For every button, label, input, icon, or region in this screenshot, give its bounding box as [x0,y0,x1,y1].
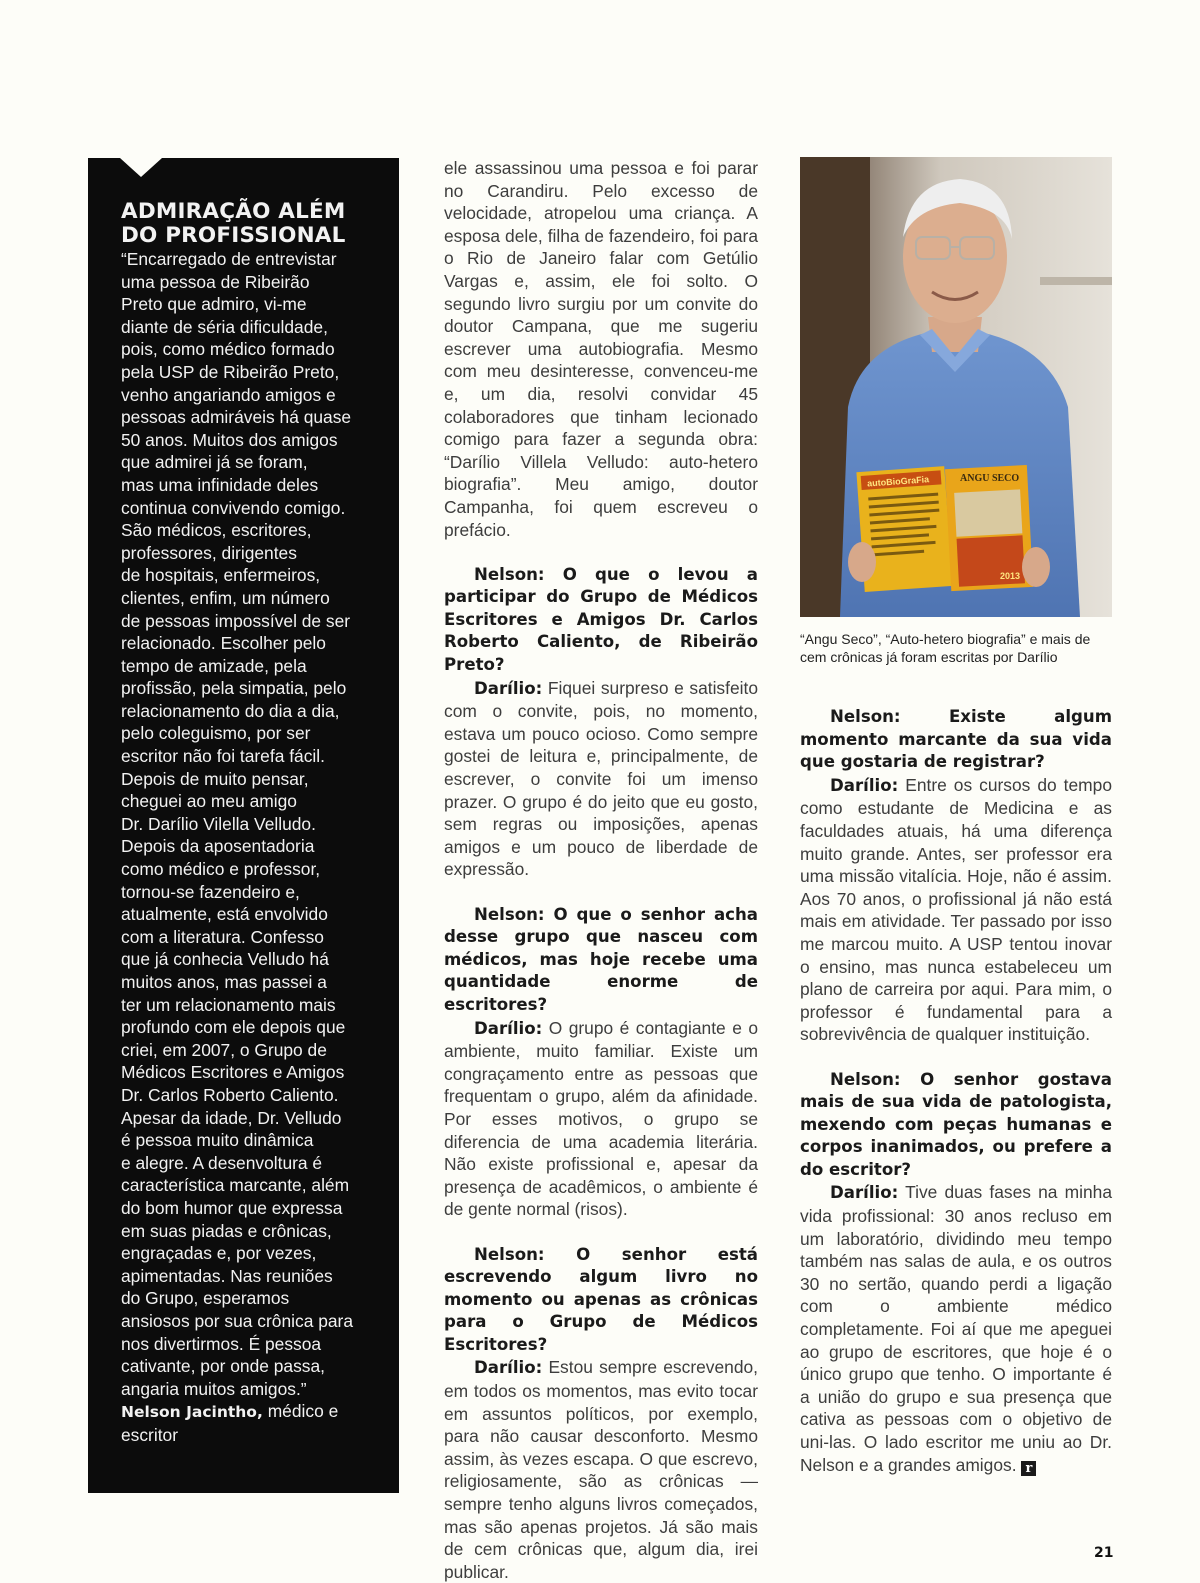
sidebar-title-line2: DO PROFISSIONAL [121,223,346,248]
sidebar-line: com a literatura. Confesso [121,926,324,947]
answer-5 [800,1181,1112,1476]
sidebar-line: relacionamento do dia a dia, [121,700,340,721]
article-column-middle [444,157,758,1583]
sidebar-line: clientes, enfim, um número [121,587,330,608]
sidebar-text [121,248,375,1400]
photo-caption: “Angu Seco”, “Auto-hetero biografia” e mais de cem crônicas já foram escritas por Darílio [800,631,1091,665]
answer-text: Entre os cursos do tempo como estudante de Medicina e as faculdades atuais, há uma diferença muito grande. Antes, ser professor era uma missão vitalícia. Hoje, não é assim. Aos 70 anos, o profissional já não está mais em atividade. Ter passado por isso me marcou muito. A USP tentou inovar o ensino, mas nunca estabeleceu um plano de carreira por aqui. Para mim, o professor é fundamental para a sobrevivência de qualquer instituição. [800,774,1112,1045]
sidebar-line: uma pessoa de Ribeirão [121,271,310,292]
paragraph-intro: ele assassinou uma pessoa e foi parar no Carandiru. Pelo excesso de velocidade, atropelou uma criança. A esposa dele, filha de fazendeiro, foi para o Rio de Janeiro falar com Getúlio Vargas e, assim, ele foi solto. O segundo livro surgiu por um convite do doutor Campana, que me sugeriu escrever uma autobiografia. Mesmo com meu desinteresse, convenceu-me e, um dia, resolvi convidar 45 colaboradores que tinham lecionado comigo para fazer a segunda obra: “Darílio Villela Velludo: auto-hetero biografia”. Meu amigo, doutor Campanha, foi quem escreveu o prefácio. [444,158,758,540]
sidebar-line: tornou-se fazendeiro e, [121,881,300,902]
page-number: 21 [1094,1545,1114,1561]
sidebar-line: Apesar da idade, Dr. Velludo [121,1107,342,1128]
sidebar-line: que admirei já se foram, [121,452,308,473]
answer-3 [444,1356,758,1583]
sidebar-line: engraçadas e, por vezes, [121,1243,317,1264]
sidebar-title [121,200,375,248]
sidebar-line: característica marcante, além [121,1175,350,1196]
sidebar-line: Dr. Darílio Vilella Velludo. [121,813,316,834]
answer-4 [800,774,1112,1046]
sidebar-line: criei, em 2007, o Grupo de [121,1039,327,1060]
sidebar-line: mas uma infinidade deles [121,474,319,495]
sidebar-line: apimentadas. Nas reuniões [121,1265,333,1286]
sidebar-line: 50 anos. Muitos dos amigos [121,429,338,450]
sidebar-line: ter um relacionamento mais [121,994,336,1015]
answer-text: O grupo é contagiante e o ambiente, muito familiar. Existe um congraçamento entre as pessoas que frequentam o grupo, além da afinidade. Por esses motivos, o grupo se diferencia de uma academia literária. Não existe profissional e, apesar da presença de acadêmicos, o ambiente é de gente normal (risos). [444,1017,758,1220]
answer-1 [444,677,758,881]
question-4: Nelson: Existe algum momento marcante da sua vida que gostaria de registrar? [800,707,1112,772]
portrait-illustration [800,157,1112,617]
answer-speaker: Darílio: [830,1183,899,1203]
sidebar-line: venho angariando amigos e [121,384,336,405]
sidebar-line: pois, como médico formado [121,339,335,360]
answer-text: Tive duas fases na minha vida profissional: 30 anos recluso em um laboratório, dividindo meu tempo também nas salas de aula, e os outros 30 no sertão, quando perdi a ligação com o ambiente médico completamente. Foi aí que me apeguei ao grupo de escritores, que hoje é o único grupo que tenho. O importante é a união do grupo e sua presença que cativa as pessoas com o objetivo de uni-las. O lado escritor me uniu ao Dr. Nelson e a grandes amigos. [800,1182,1112,1475]
sidebar-line: Depois da aposentadoria [121,836,315,857]
sidebar-line: Depois de muito pensar, [121,768,309,789]
sidebar-line: como médico e professor, [121,859,321,880]
sidebar-line: é pessoa muito dinâmica [121,1130,314,1151]
sidebar-title-line1: ADMIRAÇÃO ALÉM [121,199,346,224]
sidebar-line: ansiosos por sua crônica para [121,1310,354,1331]
sidebar-line: de pessoas impossível de ser [121,610,351,631]
book-right-title: ANGU SECO [960,473,1020,484]
sidebar-line: “Encarregado de entrevistar [121,249,337,269]
sidebar-line: São médicos, escritores, [121,520,312,541]
answer-2 [444,1017,758,1221]
sidebar-line: pelo coleguismo, por ser [121,723,311,744]
answer-speaker: Darílio: [474,1018,543,1038]
sidebar-line: profissão, pela simpatia, pelo [121,678,347,699]
article-column-right [800,706,1112,1476]
book-right-year: 2013 [1000,571,1021,581]
sidebar-line: cheguei ao meu amigo [121,791,297,812]
sidebar-line: Dr. Carlos Roberto Caliento. [121,1084,339,1105]
sidebar-line: atualmente, está envolvido [121,904,328,925]
answer-text: Fiquei surpreso e satisfeito com o convite, pois, no momento, estava um pouco ocioso. Como sempre gostei de leitura e, principalmente, de escrever, o convite foi um imenso prazer. O grupo é do jeito que eu gosto, sem regras ou imposições, apenas amigos e um pouco de liberdade de expressão. [444,677,758,880]
portrait-photo [800,157,1112,617]
sidebar-line: relacionado. Escolher pelo [121,633,326,654]
sidebar-line: angaria muitos amigos.” [121,1378,307,1399]
end-of-article-mark: r [1021,1461,1036,1476]
sidebar-line: Médicos Escritores e Amigos [121,1062,345,1083]
signature-name: Nelson Jacintho, [121,1403,263,1422]
sidebar-line: pela USP de Ribeirão Preto, [121,361,340,382]
sidebar-line: cativante, por onde passa, [121,1356,325,1377]
question-5: Nelson: O senhor gostava mais de sua vida de patologista, mexendo com peças humanas e corpos inanimados, ou prefere a do escritor? [800,1069,1112,1179]
signature-role-line2: escritor [121,1424,179,1445]
answer-speaker: Darílio: [474,1358,543,1378]
sidebar-line: Preto que admiro, vi-me [121,294,307,315]
sidebar-line: que já conhecia Velludo há [121,949,329,970]
sidebar-signature [121,1400,375,1446]
sidebar-line: pessoas admiráveis há quase [121,407,352,428]
answer-text: Estou sempre escrevendo, em todos os momentos, mas evito tocar em assuntos políticos, por exemplo, para não causar desconforto. Mesmo assim, às vezes escapa. O que escrevo, religiosamente, são as crônicas —sempre tenho alguns livros começados, mas são apenas projetos. Já são mais de cem crônicas que, algum dia, irei publicar. [444,1357,758,1582]
question-2: Nelson: O que o senhor acha desse grupo que nasceu com médicos, mas hoje recebe uma quantidade enorme de escritores? [444,904,758,1014]
sidebar-line: continua convivendo comigo. [121,497,346,518]
question-1: Nelson: O que o levou a participar do Grupo de Médicos Escritores e Amigos Dr. Carlos Roberto Caliento, de Ribeirão Preto? [444,564,758,675]
sidebar-line: professores, dirigentes [121,542,297,563]
sidebar-line: nos divertirmos. É pessoa [121,1333,322,1354]
sidebar-line: tempo de amizade, pela [121,655,307,676]
sidebar-box [88,158,399,1493]
sidebar-line: do bom humor que expressa [121,1197,343,1218]
signature-role: médico e [262,1401,339,1422]
sidebar-line: profundo com ele depois que [121,1017,346,1038]
sidebar-line: muitos anos, mas passei a [121,972,327,992]
sidebar-line: diante de séria dificuldade, [121,316,328,337]
sidebar-line: de hospitais, enfermeiros, [121,565,321,586]
answer-speaker: Darílio: [830,775,899,795]
question-3: Nelson: O senhor está escrevendo algum livro no momento ou apenas as crônicas para o Grupo de Médicos Escritores? [444,1244,758,1354]
answer-speaker: Darílio: [474,678,543,698]
sidebar-line: do Grupo, esperamos [121,1288,290,1309]
book-left-title: autoBioGraFia [866,474,930,489]
sidebar-line: e alegre. A desenvoltura é [121,1152,323,1173]
sidebar-line: em suas piadas e crônicas, [121,1220,332,1241]
sidebar-notch [120,158,162,177]
sidebar-line: escritor não foi tarefa fácil. [121,746,325,767]
